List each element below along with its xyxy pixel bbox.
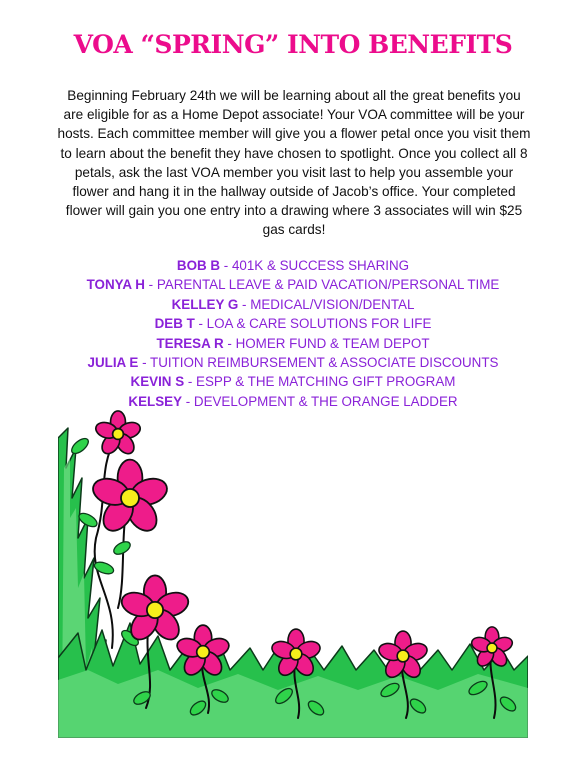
member-name: KELSEY (128, 393, 182, 409)
member-topic: - LOA & CARE SOLUTIONS FOR LIFE (194, 316, 432, 332)
committee-list (0, 256, 586, 411)
committee-member (0, 314, 586, 333)
member-name: DEB T (154, 316, 195, 332)
member-name: JULIA E (87, 355, 139, 371)
intro-paragraph: Beginning February 24th we will be learning about all the great benefits you are eligible for as a Home Depot associate! Your VOA committee will be your hosts. Each committee member will give you a flower petal once you visit them to learn about the benefit they have chosen to spotlight. Once you collect all 8 petals, ask the last VOA member you visit last to help you assemble your flower and hang it in the hallway outside of Jacob’s office. Your completed flower will gain you one entry into a drawing where 3 associates will win $25 gas cards! (57, 88, 531, 238)
spring-flowers-illustration (58, 408, 528, 738)
page-title: VOA “SPRING” INTO BENEFITS (73, 30, 513, 59)
member-topic: - DEVELOPMENT & THE ORANGE LADDER (182, 393, 458, 409)
committee-member (0, 372, 586, 391)
flowers (90, 411, 515, 681)
committee-member (0, 353, 586, 372)
committee-member (0, 275, 586, 294)
member-topic: - TUITION REIMBURSEMENT & ASSOCIATE DISCOUNTS (138, 355, 499, 371)
flower-icon (90, 460, 171, 537)
committee-member (0, 295, 586, 314)
member-topic: - PARENTAL LEAVE & PAID VACATION/PERSONAL TIME (144, 277, 500, 293)
flower-icon (94, 411, 142, 457)
committee-member (0, 256, 586, 275)
member-name: BOB B (176, 258, 221, 273)
member-topic: - 401K & SUCCESS SHARING (220, 258, 410, 273)
member-name: KELLEY G (171, 296, 239, 312)
member-topic: - HOMER FUND & TEAM DEPOT (223, 335, 430, 351)
member-name: TERESA R (156, 335, 224, 351)
committee-member (0, 334, 586, 353)
member-name: KEVIN S (130, 374, 185, 390)
member-topic: - ESPP & THE MATCHING GIFT PROGRAM (184, 374, 456, 390)
member-topic: - MEDICAL/VISION/DENTAL (238, 296, 415, 312)
member-name: TONYA H (86, 277, 145, 293)
